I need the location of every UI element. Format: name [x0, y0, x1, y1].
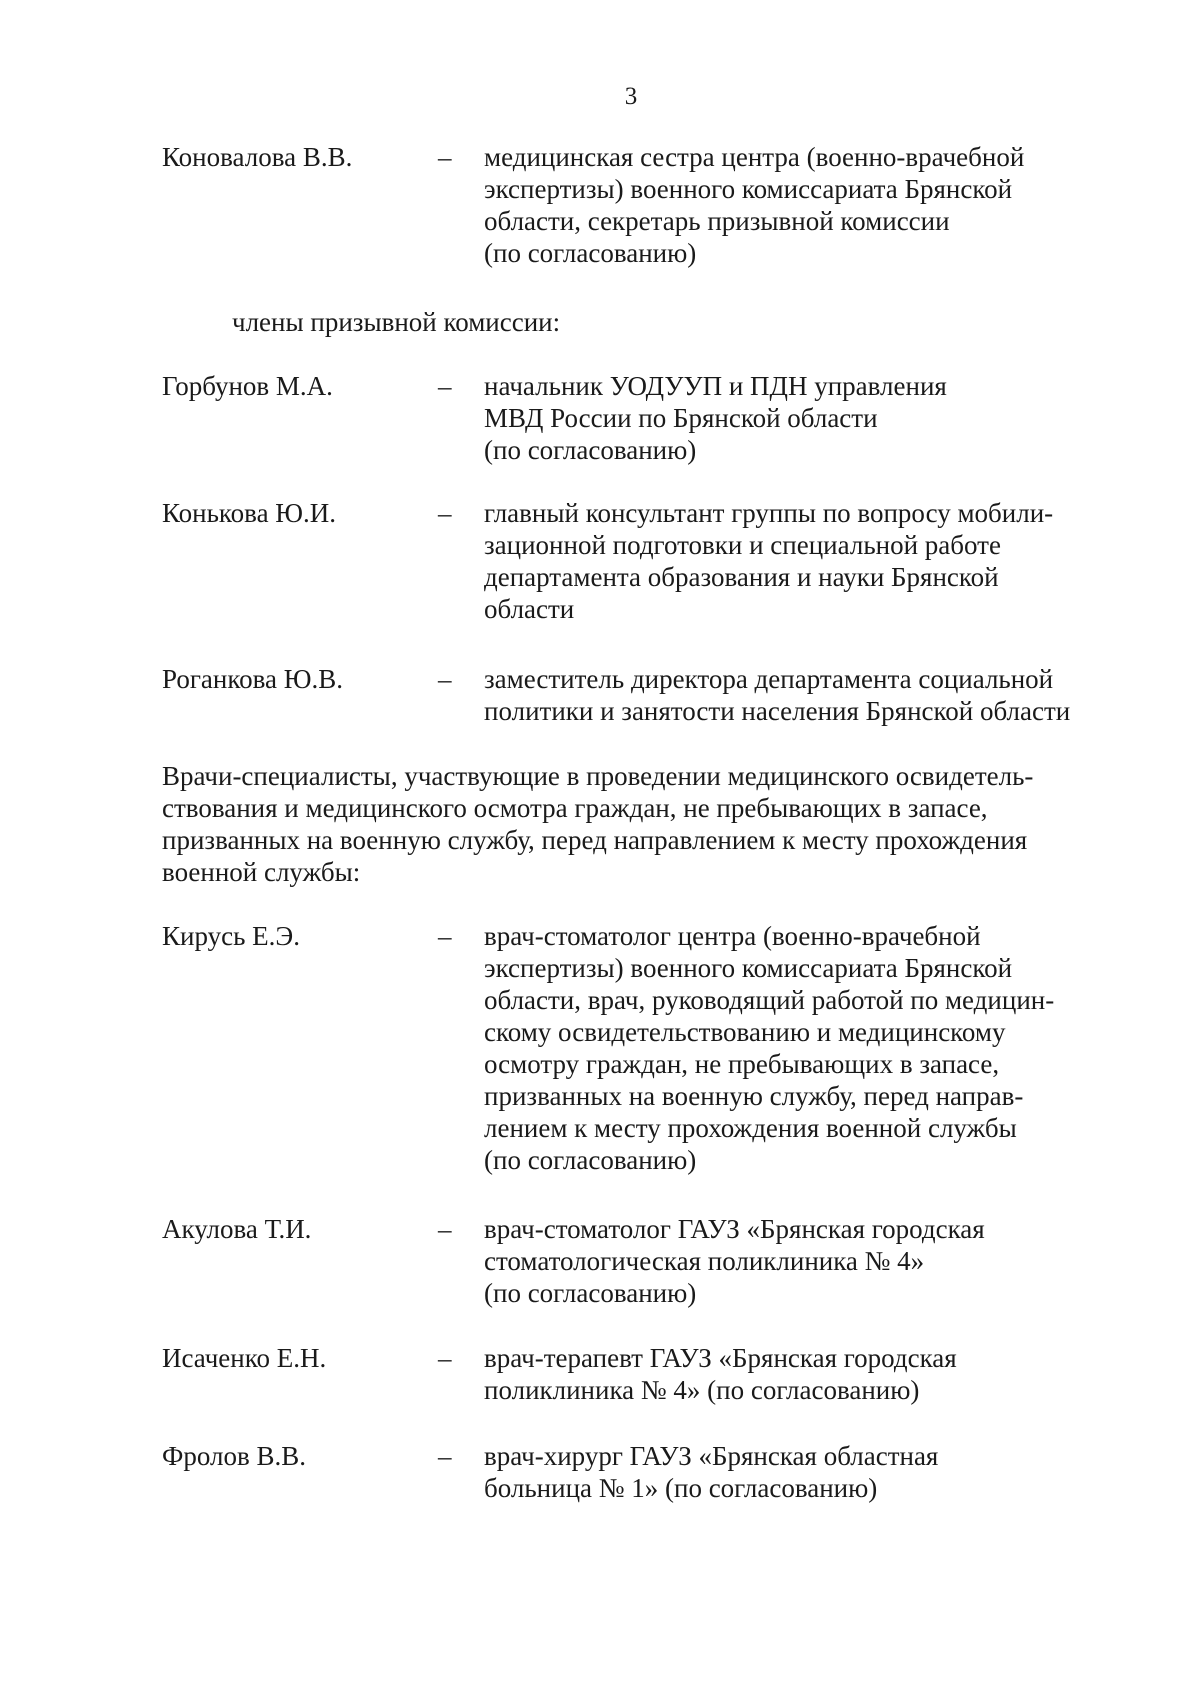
doctors-heading-line: военной службы:: [162, 857, 361, 887]
entry-description-line: медицинская сестра центра (военно-врачебной: [484, 142, 1025, 172]
entry-dash: –: [438, 371, 452, 401]
entry-description-line: (по согласованию): [484, 435, 697, 465]
entry-description-line: политики и занятости населения Брянской области: [484, 696, 1071, 726]
doctor-name: Фролов В.В.: [162, 1441, 306, 1471]
entry-description-line: поликлиника № 4» (по согласованию): [484, 1375, 920, 1405]
entry-description-line: (по согласованию): [484, 238, 697, 268]
entry-description-line: (по согласованию): [484, 1278, 697, 1308]
page-number: 3: [624, 83, 638, 110]
doctor-name: Исаченко Е.Н.: [162, 1343, 327, 1373]
entry-description-line: призванных на военную службу, перед направ-: [484, 1081, 1024, 1111]
entry-description-line: больница № 1» (по согласованию): [484, 1473, 878, 1503]
doctors-heading-line: Врачи-специалисты, участвующие в проведении медицинского освидетель-: [162, 761, 1034, 791]
entry-description-line: осмотру граждан, не пребывающих в запасе,: [484, 1049, 1000, 1079]
entry-description-line: экспертизы) военного комиссариата Брянской: [484, 953, 1013, 983]
entry-dash: –: [438, 1343, 452, 1373]
doctors-heading-line: призванных на военную службу, перед направлением к месту прохождения: [162, 825, 1028, 855]
doctor-name: Акулова Т.И.: [162, 1214, 312, 1244]
entry-description-line: зационной подготовки и специальной работе: [484, 530, 1001, 560]
doctors-heading-line: ствования и медицинского осмотра граждан, не пребывающих в запасе,: [162, 793, 988, 823]
entry-description-line: лением к месту прохождения военной службы: [484, 1113, 1017, 1143]
entry-description-line: скому освидетельствованию и медицинскому: [484, 1017, 1006, 1047]
entry-dash: –: [438, 921, 452, 951]
entry-description-line: экспертизы) военного комиссариата Брянской: [484, 174, 1013, 204]
entry-dash: –: [438, 1214, 452, 1244]
entry-description-line: стоматологическая поликлиника № 4»: [484, 1246, 925, 1276]
entry-dash: –: [438, 142, 452, 172]
secretary-name: Коновалова В.В.: [162, 142, 353, 172]
entry-description-line: врач-хирург ГАУЗ «Брянская областная: [484, 1441, 939, 1471]
entry-description-line: врач-стоматолог ГАУЗ «Брянская городская: [484, 1214, 985, 1244]
entry-dash: –: [438, 1441, 452, 1471]
entry-description-line: врач-терапевт ГАУЗ «Брянская городская: [484, 1343, 957, 1373]
entry-description-line: области, секретарь призывной комиссии: [484, 206, 950, 236]
entry-dash: –: [438, 498, 452, 528]
member-name: Конькова Ю.И.: [162, 498, 337, 528]
entry-description-line: департамента образования и науки Брянской: [484, 562, 999, 592]
entry-description-line: области, врач, руководящий работой по медицин-: [484, 985, 1055, 1015]
member-name: Роганкова Ю.В.: [162, 664, 343, 694]
entry-description-line: врач-стоматолог центра (военно-врачебной: [484, 921, 981, 951]
entry-dash: –: [438, 664, 452, 694]
entry-description-line: МВД России по Брянской области: [484, 403, 878, 433]
doctor-name: Кирусь Е.Э.: [162, 921, 300, 951]
member-name: Горбунов М.А.: [162, 371, 333, 401]
entry-description-line: заместитель директора департамента социальной: [484, 664, 1054, 694]
entry-description-line: (по согласованию): [484, 1145, 697, 1175]
entry-description-line: области: [484, 594, 575, 624]
entry-description-line: начальник УОДУУП и ПДН управления: [484, 371, 947, 401]
entry-description-line: главный консультант группы по вопросу мобили-: [484, 498, 1054, 528]
members-heading: члены призывной комиссии:: [232, 307, 561, 337]
